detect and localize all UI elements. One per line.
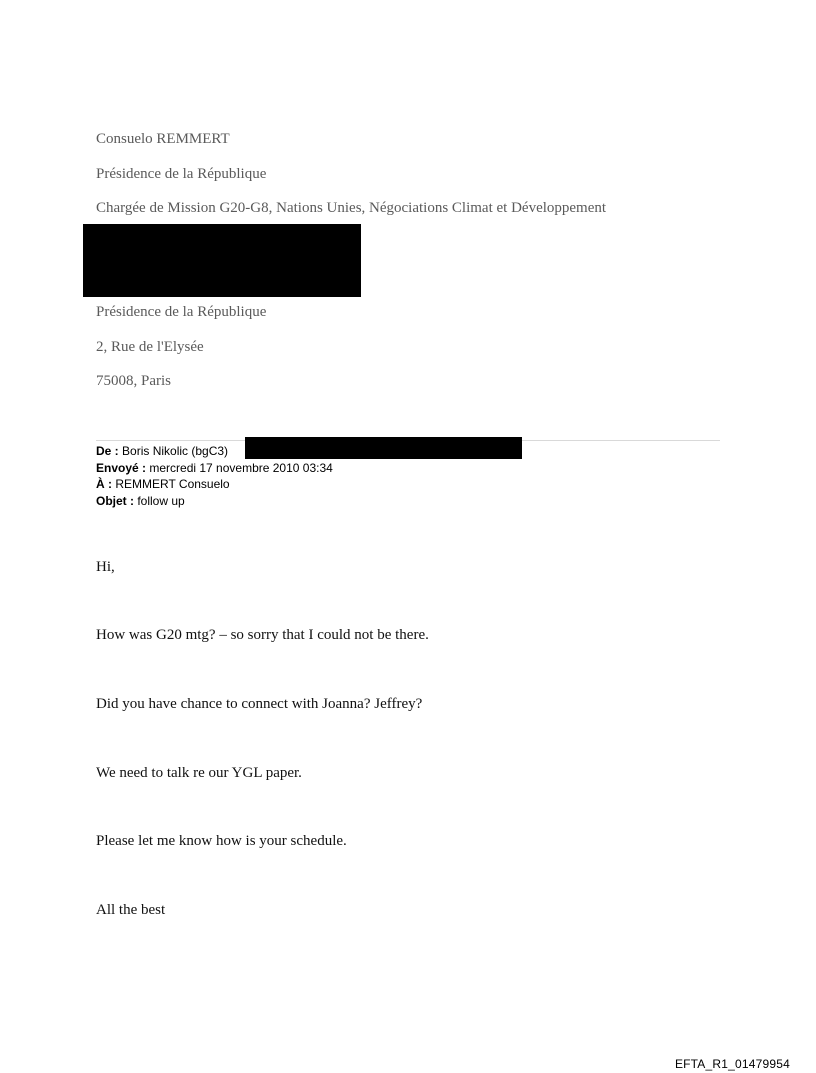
address-city: 75008, Paris bbox=[96, 373, 171, 389]
body-line-4: Please let me know how is your schedule. bbox=[96, 833, 347, 849]
address-street: 2, Rue de l'Elysée bbox=[96, 339, 204, 355]
subject-row bbox=[96, 493, 333, 510]
body-greeting: Hi, bbox=[96, 559, 115, 575]
body-line-1: How was G20 mtg? – so sorry that I could not be there. bbox=[96, 627, 429, 643]
body-closing: All the best bbox=[96, 902, 166, 918]
to-label: À : bbox=[96, 477, 112, 491]
sent-value: mercredi 17 novembre 2010 03:34 bbox=[149, 460, 333, 475]
signature-name: Consuelo REMMERT bbox=[96, 131, 230, 147]
sent-row bbox=[96, 460, 333, 477]
from-value: Boris Nikolic (bgC3) bbox=[122, 444, 229, 458]
to-value: REMMERT Consuelo bbox=[115, 477, 230, 491]
body-line-3: We need to talk re our YGL paper. bbox=[96, 765, 302, 781]
body-line-2: Did you have chance to connect with Joanna? Jeffrey? bbox=[96, 696, 423, 712]
subject-label: Objet : bbox=[96, 493, 134, 508]
signature-role: Chargée de Mission G20-G8, Nations Unies, Négociations Climat et Développement bbox=[96, 200, 607, 216]
to-row bbox=[96, 476, 333, 493]
sent-label: Envoyé : bbox=[96, 460, 147, 475]
redaction-from-email bbox=[245, 437, 522, 459]
document-id: EFTA_R1_01479954 bbox=[674, 1057, 790, 1071]
address-organization: Présidence de la République bbox=[96, 304, 267, 320]
from-label: De : bbox=[96, 444, 119, 458]
redaction-block bbox=[83, 224, 361, 297]
subject-value: follow up bbox=[137, 493, 185, 508]
signature-organization: Présidence de la République bbox=[96, 166, 267, 182]
